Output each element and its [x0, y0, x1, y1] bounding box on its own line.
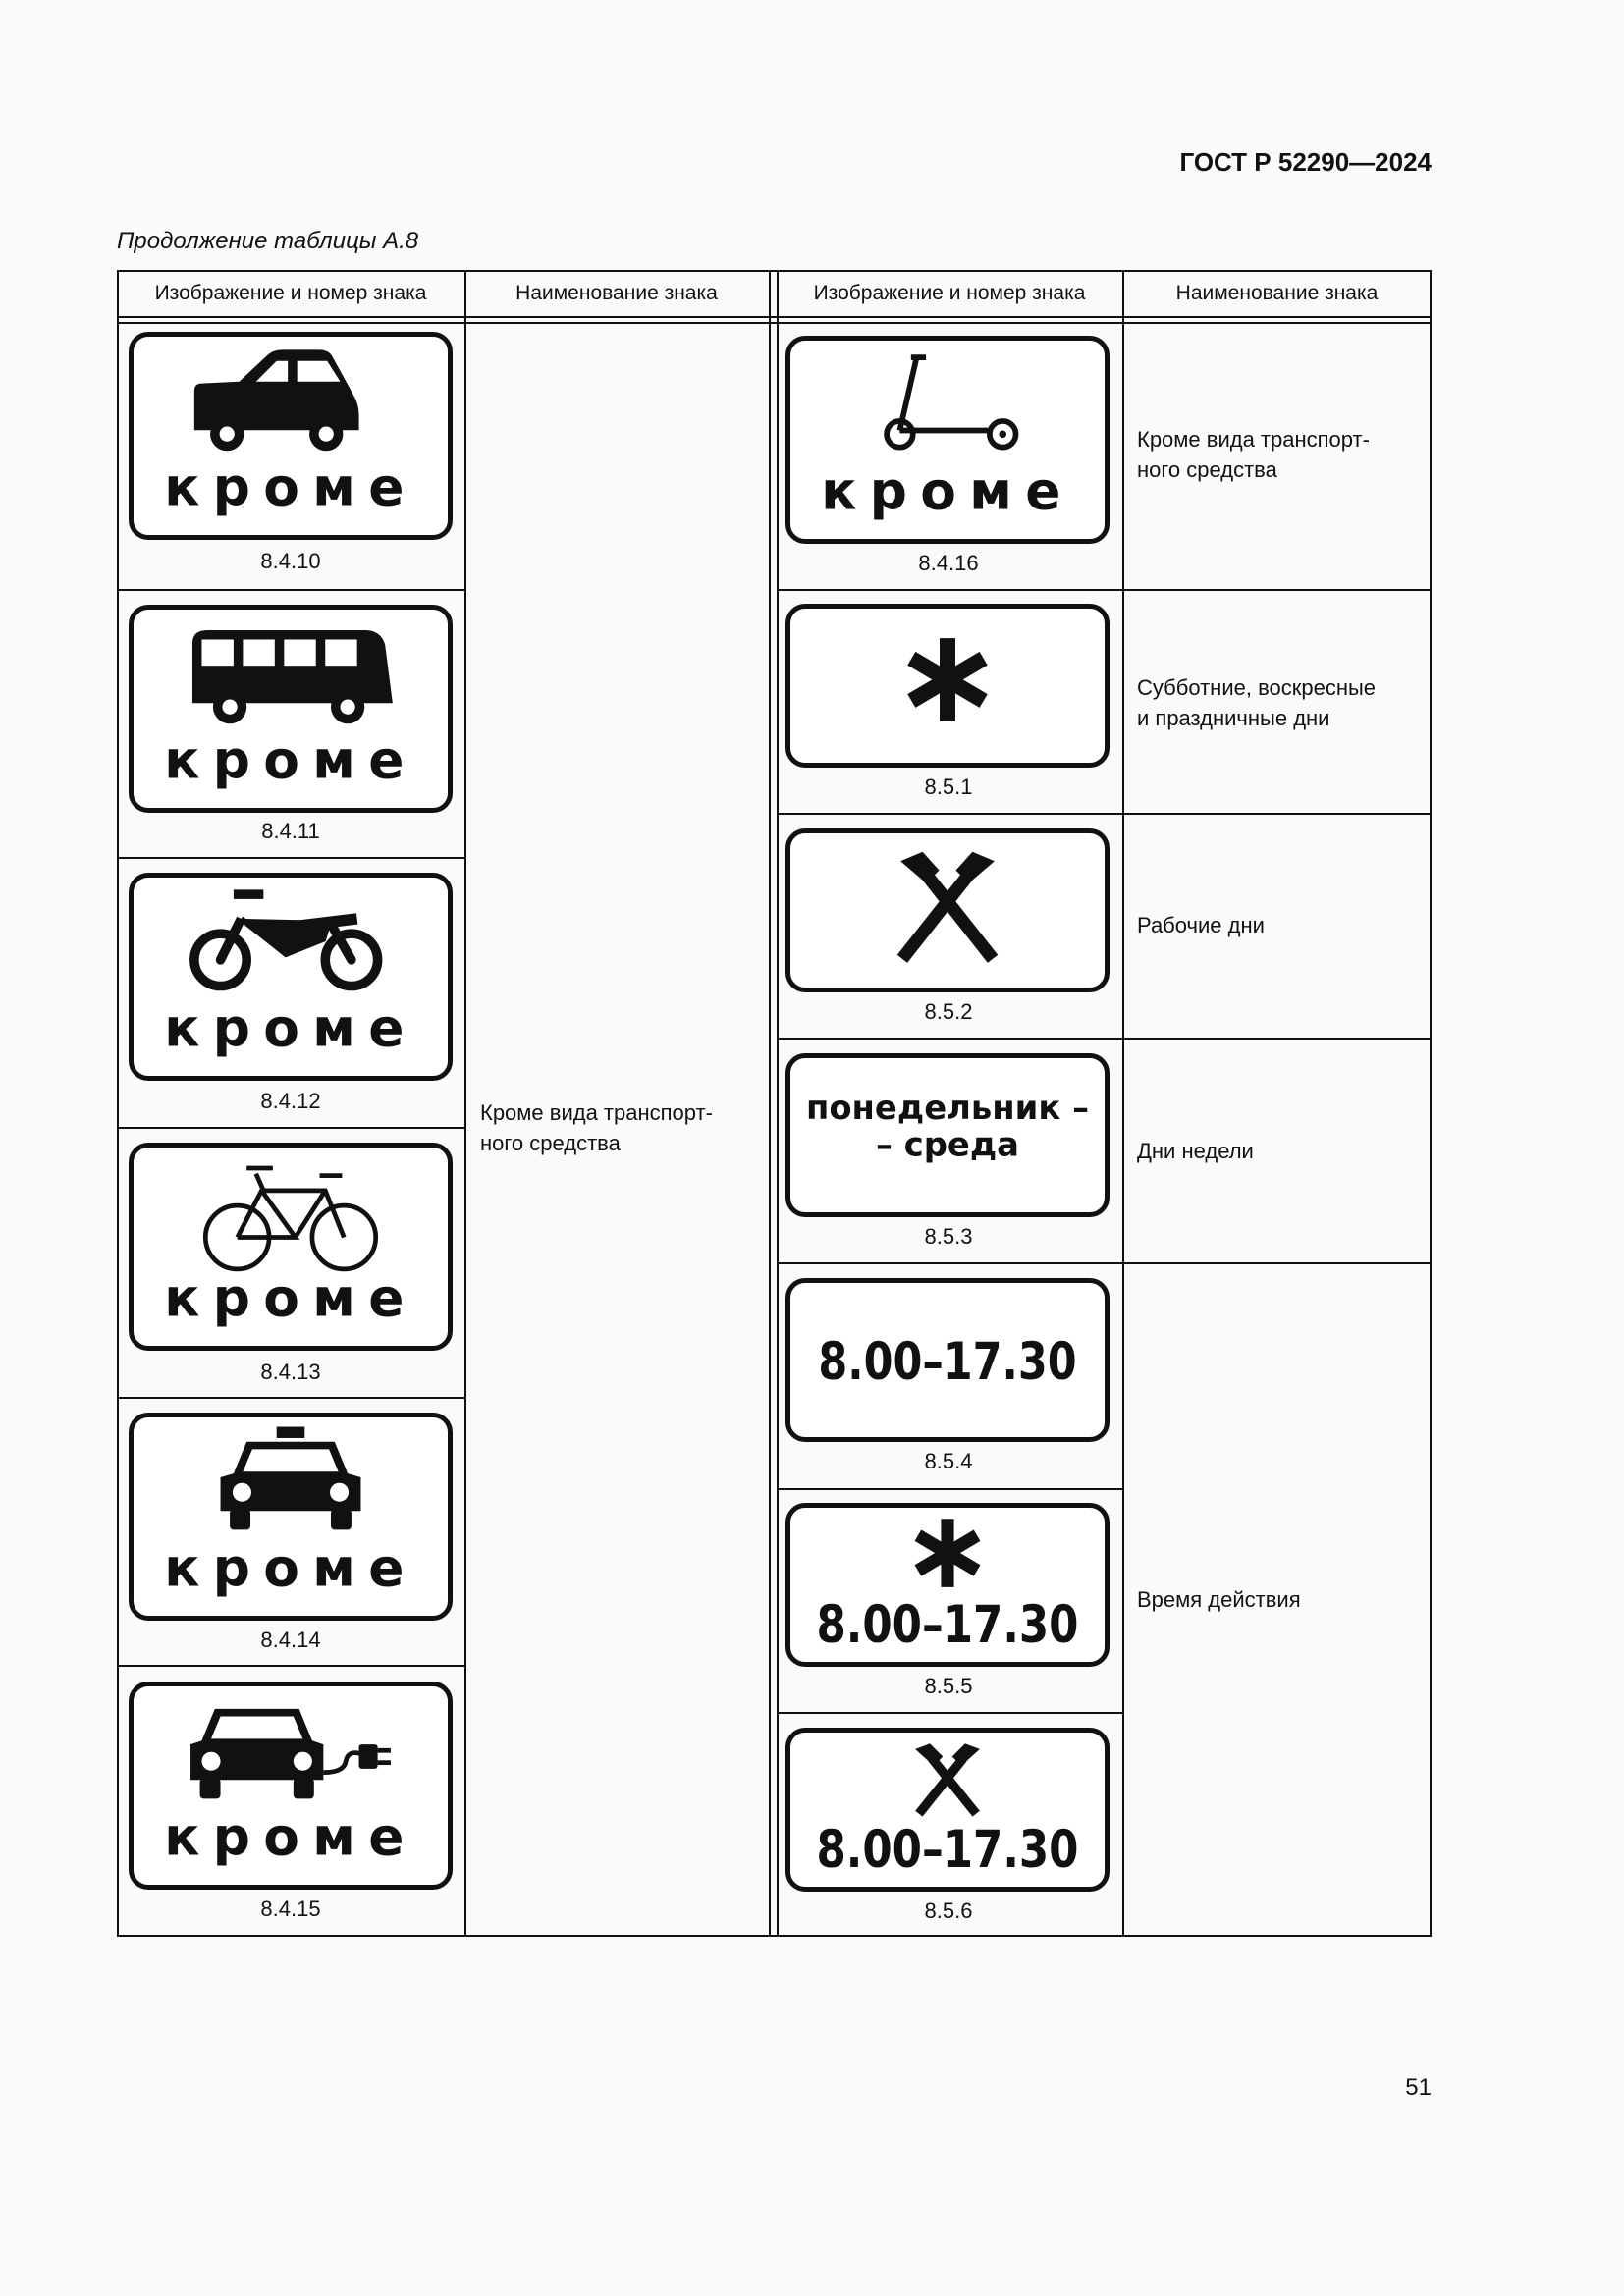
standard-code: ГОСТ Р 52290—2024: [1179, 147, 1432, 177]
page-number: 51: [1405, 2074, 1432, 2101]
scooter-icon: [887, 357, 1015, 447]
sign-word: кроме: [164, 455, 417, 518]
asterisk-icon: [918, 1519, 977, 1587]
sign-number: 8.4.14: [260, 1628, 321, 1652]
sign-number: 8.4.16: [918, 551, 979, 575]
sign-8-5-6: [785, 1728, 1110, 1892]
sign-8-5-2: [785, 828, 1110, 992]
sign-number: 8.5.3: [924, 1224, 973, 1249]
column-header-image: Изображение и номер знака: [813, 281, 1086, 304]
sign-word: кроме: [821, 459, 1074, 522]
sign-word: кроме: [164, 996, 417, 1059]
sign-word: кроме: [164, 1536, 417, 1599]
crossed-hammers-icon: [900, 852, 995, 959]
asterisk-icon: [911, 638, 983, 721]
sign-word: кроме: [164, 1266, 417, 1329]
sign-time: 8.00–17.30: [816, 1820, 1079, 1881]
sign-number: 8.4.11: [261, 819, 320, 843]
sign-number: 8.5.2: [924, 999, 973, 1024]
sign-name: Дни недели: [1137, 1139, 1254, 1163]
sign-word: кроме: [164, 728, 417, 791]
sign-number: 8.5.4: [924, 1449, 973, 1473]
sign-time: 8.00–17.30: [816, 1595, 1079, 1656]
crossed-hammers-icon: [915, 1743, 980, 1813]
taxi-icon: [221, 1427, 361, 1530]
sign-text-line2: – среда: [875, 1125, 1020, 1164]
sign-8-5-5: [785, 1503, 1110, 1667]
sign-8-4-12: [129, 873, 453, 1081]
bicycle-icon: [205, 1168, 375, 1269]
sign-name: Рабочие дни: [1137, 913, 1265, 937]
sign-time: 8.00–17.30: [818, 1331, 1077, 1392]
sign-8-5-3: [785, 1053, 1110, 1217]
column-header-image: Изображение и номер знака: [154, 281, 427, 304]
sign-number: 8.4.10: [260, 549, 321, 573]
sign-number: 8.5.6: [924, 1898, 973, 1923]
bus-icon: [192, 630, 393, 723]
sign-8-4-15: [129, 1682, 453, 1890]
car-icon: [194, 349, 359, 451]
sign-name: Время действия: [1137, 1587, 1301, 1612]
sign-word: кроме: [164, 1805, 417, 1868]
sign-8-4-11: [129, 605, 453, 813]
sign-8-4-10: [129, 332, 453, 540]
signs-table: [117, 270, 1432, 1937]
sign-number: 8.4.12: [260, 1089, 321, 1113]
sign-text-line1: понедельник –: [805, 1089, 1090, 1128]
sign-name: Кроме вида транспорт- ного средства: [1137, 427, 1370, 482]
sign-number: 8.4.15: [260, 1896, 321, 1921]
column-header-name: Наименование знака: [515, 281, 718, 304]
sign-name: Субботние, воскресные и праздничные дни: [1137, 675, 1377, 730]
table-caption: Продолжение таблицы А.8: [117, 228, 419, 254]
sign-number: 8.5.5: [924, 1674, 973, 1698]
sign-8-4-16: [785, 336, 1110, 544]
sign-8-5-1: [785, 604, 1110, 768]
motorcycle-icon: [194, 894, 378, 986]
sign-8-4-14: [129, 1413, 453, 1621]
sign-8-4-13: [129, 1143, 453, 1351]
sign-number: 8.5.1: [924, 774, 973, 799]
electric-car-icon: [190, 1709, 391, 1798]
column-header-name: Наименование знака: [1175, 281, 1379, 304]
sign-8-5-4: [785, 1278, 1110, 1442]
sign-name: Кроме вида транспорт- ного средства: [480, 1100, 713, 1155]
sign-number: 8.4.13: [260, 1360, 321, 1384]
